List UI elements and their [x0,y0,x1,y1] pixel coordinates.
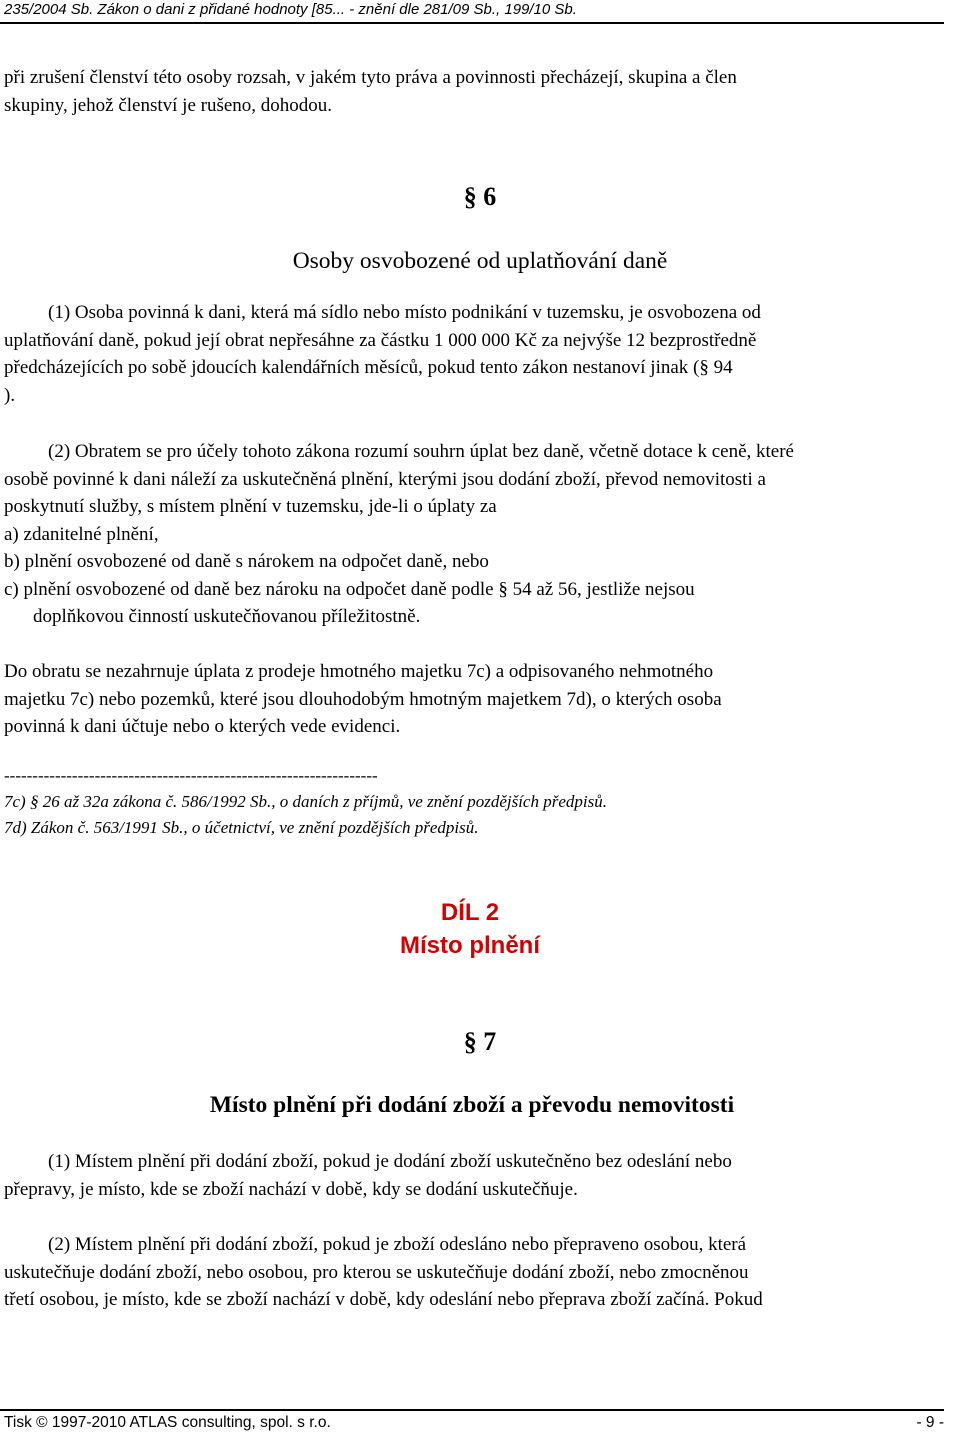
s6p2-item-a: a) zdanitelné plnění, [4,523,159,545]
s7p2-line-1: (2) Místem plnění při dodání zboží, pokud je zboží odesláno nebo přepraveno osobou, která [48,1234,747,1255]
s6p3-line-1: Do obratu se nezahrnuje úplata z prodeje hmotného majetku 7c) a odpisovaného nehmotného [4,661,714,682]
section-7-paragraph-2 [4,1231,956,1314]
s6p2-line-1: (2) Obratem se pro účely tohoto zákona rozumí souhrn úplat bez daně, včetně dotace k ceně, které [48,441,794,462]
s7p1-line-2: přepravy, je místo, kde se zboží nachází v době, kdy se dodání uskutečňuje. [4,1178,578,1200]
section-6-paragraph-1 [4,299,956,409]
page-number: - 9 - [916,1414,944,1431]
s6p3-line-2: majetku 7c) nebo pozemků, které jsou dlouhodobým hmotným majetkem 7d), o kterých osoba [4,688,722,710]
running-header: 235/2004 Sb. Zákon o dani z přidané hodnoty [85... - znění dle 281/09 Sb., 199/10 Sb. [4,1,577,18]
s7p1-line-1: (1) Místem plnění při dodání zboží, pokud je dodání zboží uskutečněno bez odeslání nebo [48,1151,732,1172]
s6p1-line-3: předcházejících po sobě jdoucích kalendářních měsíců, pokud tento zákon nestanoví jinak (§ 94 [4,357,733,378]
s6p2-item-b: b) plnění osvobozené od daně s nárokem na odpočet daně, nebo [4,551,489,572]
section-7-paragraph-1 [4,1148,956,1203]
footnotes [4,763,956,841]
s6p1-line-1: (1) Osoba povinná k dani, která má sídlo nebo místo podnikání v tuzemsku, je osvobozena od [48,302,761,323]
section-6-paragraph-2 [4,438,956,631]
section-6-paragraph-3 [4,658,956,741]
section-6-title: Osoby osvobozené od uplatňování daně [292,248,668,274]
s6p2-item-c: c) plnění osvobozené od daně bez nároku na odpočet daně podle § 54 až 56, jestliže nejsou [4,578,695,600]
part-label: DÍL 2 [440,899,500,926]
part-title: Místo plnění [400,932,540,959]
s7p2-line-2: uskutečňuje dodání zboží, nebo osobou, pro kterou se uskutečňuje dodání zboží, nebo zmocněnou [4,1261,749,1283]
s6p1-line-4: ). [4,384,16,406]
section-6-number: § 6 [463,182,497,211]
footnote-7d: 7d) Zákon č. 563/1991 Sb., o účetnictví, ve znění pozdějších předpisů. [4,818,479,837]
footnote-7c: 7c) § 26 až 32a zákona č. 586/1992 Sb., o daních z příjmů, ve znění pozdějších předpisů. [4,792,607,811]
s6p2-line-3: poskytnutí služby, s místem plnění v tuzemsku, jde-li o úplaty za [4,496,497,517]
footnote-separator: ------------------------------------------------------------------ [4,766,378,785]
header-rule [0,22,944,24]
page-footer [4,1413,944,1433]
s6p3-line-3: povinná k dani účtuje nebo o kterých vede evidenci. [4,716,401,737]
intro-line-1: při zrušení členství této osoby rozsah, v jakém tyto práva a povinnosti přecházejí, skupina a člen [4,67,737,88]
footer-copyright: Tisk © 1997-2010 ATLAS consulting, spol. s r.o. [4,1414,331,1431]
section-7-title: Místo plnění při dodání zboží a převodu nemovitosti [209,1092,735,1118]
s6p2-item-c-continued: doplňkovou činností uskutečňovanou příležitostně. [33,606,421,627]
intro-line-2: skupiny, jehož členství je rušeno, dohodou. [4,94,333,116]
section-7-number: § 7 [463,1027,497,1056]
s6p1-line-2: uplatňování daně, pokud její obrat nepřesáhne za částku 1 000 000 Kč za nejvýše 12 bezprostředně [4,329,757,351]
s7p2-line-3: třetí osobou, je místo, kde se zboží nachází v době, kdy odeslání nebo přeprava zboží začíná. Pokud [4,1289,763,1310]
s6p2-line-2: osobě povinné k dani náleží za uskutečněná plnění, kterými jsou dodání zboží, převod nemovitosti a [4,468,766,490]
intro-paragraph [4,64,956,119]
footer-rule [0,1409,944,1411]
